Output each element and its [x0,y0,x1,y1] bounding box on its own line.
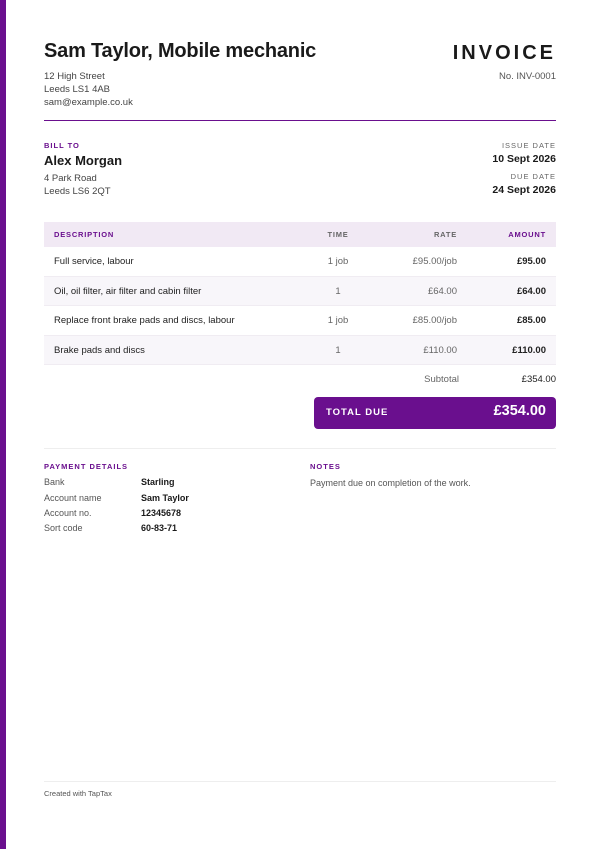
header-description: DESCRIPTION [54,230,115,239]
payment-value: 12345678 [141,508,182,518]
business-address [44,70,133,109]
section-divider [44,448,556,449]
payment-key: Sort code [44,523,83,533]
notes-section [310,462,556,488]
row-description: Full service, labour [54,256,134,267]
client-address-line1: 4 Park Road [44,173,97,184]
invoice-title: INVOICE [452,42,556,64]
accent-bar [0,0,6,849]
client-address [44,172,111,198]
header-time: TIME [327,230,349,239]
row-amount: £110.00 [512,344,546,356]
row-description: Brake pads and discs [54,344,145,356]
header-divider [44,120,556,121]
footer-divider [44,781,556,782]
table-row [44,336,556,366]
bill-to-label: BILL TO [44,141,80,150]
row-description: Oil, oil filter, air filter and cabin filter [54,285,202,297]
payment-details-label: PAYMENT DETAILS [44,462,129,471]
total-due-label: TOTAL DUE [326,407,389,418]
payment-key: Account no. [44,508,92,518]
invoice-page [44,0,556,849]
table-row [44,247,556,277]
row-description: Replace front brake pads and discs, labour [54,315,235,326]
notes-text: Payment due on completion of the work. [310,478,471,488]
bill-to-section [44,141,556,197]
header-rate: RATE [433,230,457,239]
row-amount: £64.00 [516,285,546,297]
row-amount: £85.00 [516,315,546,326]
header-amount: AMOUNT [508,230,546,239]
row-time: 1 job [327,256,349,267]
row-time: 1 [335,285,341,297]
client-name: Alex Morgan [44,153,123,168]
row-rate: £95.00/job [412,256,457,267]
due-date: 24 Sept 2026 [492,184,556,196]
row-rate: £64.00 [427,285,457,297]
row-time: 1 [335,344,341,356]
payment-value: Sam Taylor [141,493,189,503]
client-address-line2: Leeds LS6 2QT [44,186,111,197]
issue-date: 10 Sept 2026 [492,153,556,165]
business-address-line2: Leeds LS1 4AB [44,84,111,95]
payment-key: Account name [44,493,102,503]
footer-text: Created with TapTax [44,789,112,798]
invoice-number: No. INV-0001 [498,71,556,82]
business-address-line1: 12 High Street [44,71,105,82]
line-items-table [44,222,556,365]
subtotal-label: Subtotal [424,374,459,385]
row-rate: £110.00 [423,344,457,356]
total-due-box [314,397,556,429]
row-time: 1 job [327,315,349,326]
table-row [44,306,556,336]
business-email: sam@example.co.uk [44,97,133,108]
total-due-value: £354.00 [493,403,546,419]
notes-label: NOTES [310,462,341,471]
invoice-dates [492,141,556,196]
row-rate: £85.00/job [412,315,457,326]
due-date-label: DUE DATE [510,172,556,181]
row-amount: £95.00 [516,256,546,267]
payment-value: Starling [141,477,175,487]
table-header [44,222,556,247]
subtotal-value: £354.00 [521,374,556,385]
payment-details [44,462,294,533]
issue-date-label: ISSUE DATE [501,141,556,150]
payment-key: Bank [44,477,65,487]
business-name: Sam Taylor, Mobile mechanic [44,40,317,62]
payment-value: 60-83-71 [141,523,178,533]
table-row [44,277,556,307]
